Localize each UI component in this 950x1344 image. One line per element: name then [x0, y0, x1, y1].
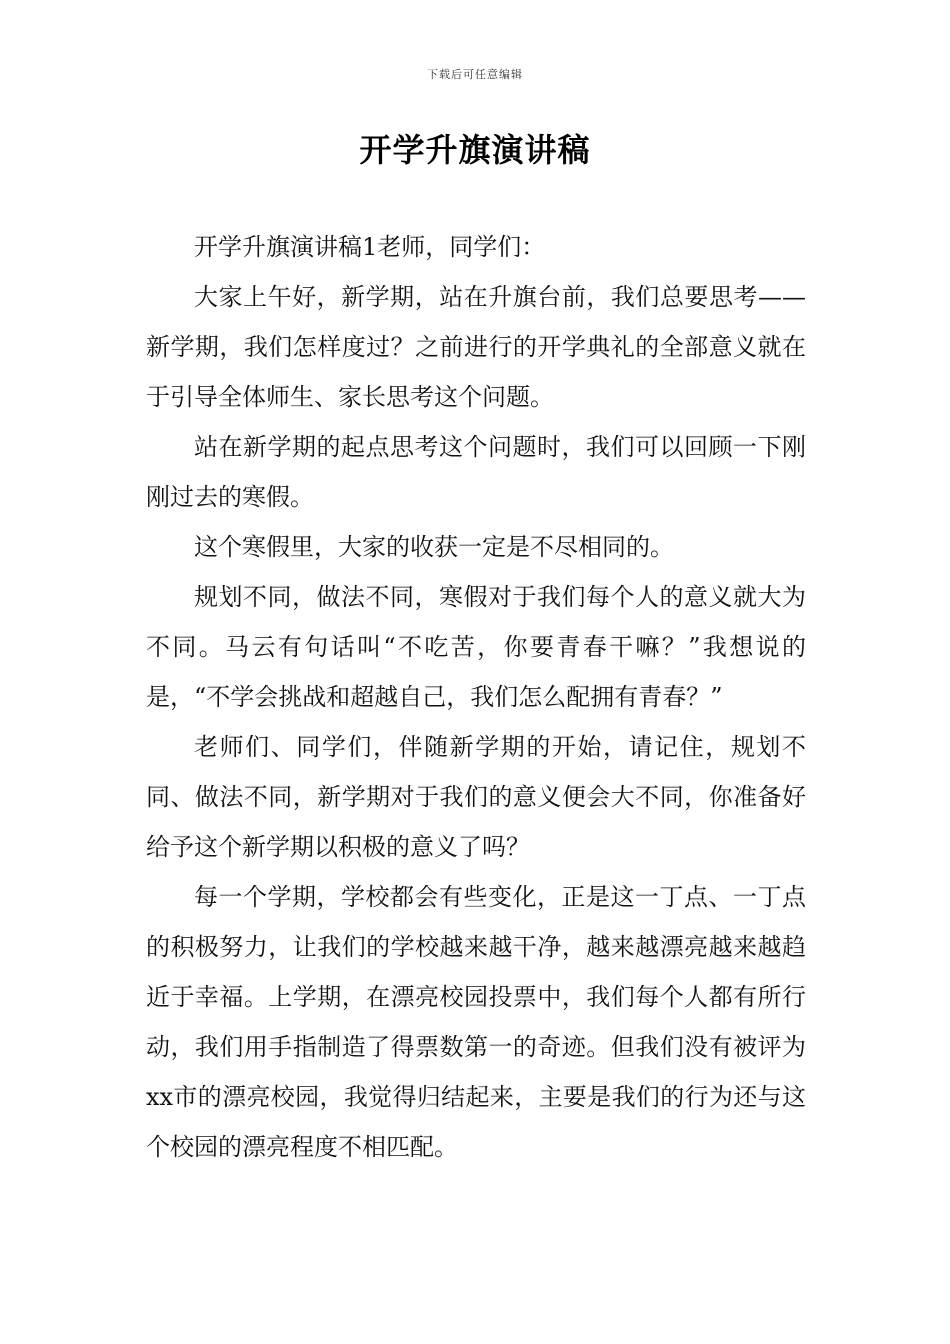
document-title: 开学升旗演讲稿: [359, 131, 591, 169]
paragraph-7: 每一个学期，学校都会有些变化，正是这一丁点、一丁点的积极努力，让我们的学校越来越干净，越来越漂亮越来越趋近于幸福。上学期，在漂亮校园投票中，我们每个人都有所行动，我们用手指制造了得票数第一的奇迹。但我们没有被评为xx市的漂亮校园，我觉得归结起来，主要是我们的行为还与这个校园的漂亮程度不相匹配。: [146, 883, 806, 1161]
paragraph-1: 开学升旗演讲稿1老师，同学们：: [194, 233, 546, 261]
paragraph-4: 这个寒假里，大家的收获一定是不尽相同的。: [194, 533, 674, 561]
paragraph-5: 规划不同，做法不同，寒假对于我们每个人的意义就大为不同。马云有句话叫“不吃苦，你要青春干嘛？”我想说的是，“不学会挑战和超越自己，我们怎么配拥有青春？”: [146, 583, 806, 711]
paragraph-6: 老师们、同学们，伴随新学期的开始，请记住，规划不同、做法不同，新学期对于我们的意义便会大不同，你准备好给予这个新学期以积极的意义了吗？: [146, 733, 806, 861]
header-note: 下载后可任意编辑: [427, 68, 523, 81]
paragraph-2: 大家上午好，新学期，站在升旗台前，我们总要思考——新学期，我们怎样度过？之前进行的开学典礼的全部意义就在于引导全体师生、家长思考这个问题。: [146, 283, 806, 411]
paragraph-3: 站在新学期的起点思考这个问题时，我们可以回顾一下刚刚过去的寒假。: [146, 433, 806, 511]
document-body: [146, 222, 806, 1172]
